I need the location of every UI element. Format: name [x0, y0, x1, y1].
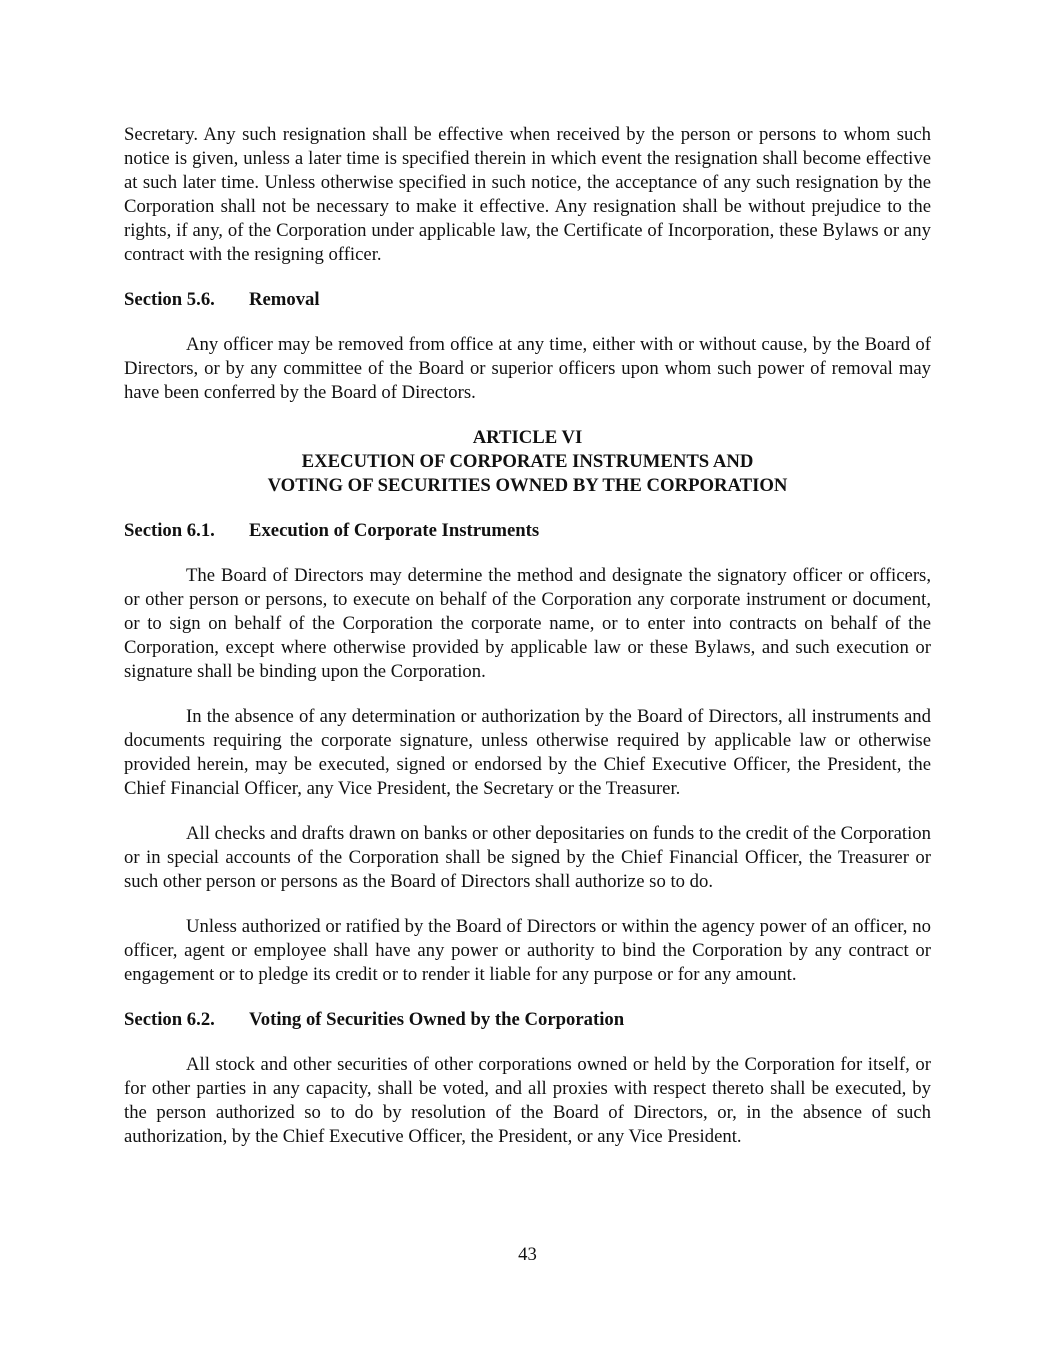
section-title: Removal: [249, 289, 320, 310]
document-page: [124, 123, 931, 1149]
section-6-1-paragraph: In the absence of any determination or authorization by the Board of Directors, all instruments and documents requiring the corporate signature, unless otherwise required by applicable law or otherwise provided herein, may be executed, signed or endorsed by the Chief Executive Officer, the President, the Chief Financial Officer, any Vice President, the Secretary or the Treasurer.: [124, 706, 931, 799]
section-6-1-paragraph: Unless authorized or ratified by the Board of Directors or within the agency power of an officer, no officer, agent or employee shall have any power or authority to bind the Corporation by any contract or engagement or to pledge its credit or to render it liable for any purpose or for any amount.: [124, 916, 931, 985]
section-6-2-paragraph: All stock and other securities of other corporations owned or held by the Corporation for itself, or for other parties in any capacity, shall be voted, and all proxies with respect thereto shall be executed, by the person authorized so to do by resolution of the Board of Directors, or, in the absence of such authorization, by the Chief Executive Officer, the President, or any Vice President.: [124, 1054, 931, 1147]
section-number: Section 5.6.: [124, 289, 215, 310]
article-title-line-2: VOTING OF SECURITIES OWNED BY THE CORPORATION: [267, 475, 788, 496]
article-title-line-1: EXECUTION OF CORPORATE INSTRUMENTS AND: [301, 451, 754, 472]
section-6-2-heading: [124, 1008, 931, 1032]
article-6-heading: [124, 426, 931, 498]
section-number: Section 6.1.: [124, 520, 215, 541]
section-6-1-paragraph: The Board of Directors may determine the method and designate the signatory officer or officers, or other person or persons, to execute on behalf of the Corporation any corporate instrument or document, or to sign on behalf of the Corporation the corporate name, or to enter into contracts on behalf of the Corporation, except where otherwise provided by applicable law or these Bylaws, and such execution or signature shall be binding upon the Corporation.: [124, 565, 931, 682]
article-number: ARTICLE VI: [472, 427, 583, 448]
opening-paragraph: Secretary. Any such resignation shall be effective when received by the person or persons to whom such notice is given, unless a later time is specified therein in which event the resignation shall become effective at such later time. Unless otherwise specified in such notice, the acceptance of any such resignation by the Corporation shall not be necessary to make it effective. Any resignation shall be without prejudice to the rights, if any, of the Corporation under applicable law, the Certificate of Incorporation, these Bylaws or any contract with the resigning officer.: [124, 124, 931, 265]
section-6-1-heading: [124, 519, 931, 543]
section-number: Section 6.2.: [124, 1009, 215, 1030]
page-number: 43: [518, 1244, 537, 1265]
section-title: Voting of Securities Owned by the Corporation: [249, 1009, 625, 1030]
section-5-6-heading: [124, 288, 931, 312]
section-title: Execution of Corporate Instruments: [249, 520, 540, 541]
section-5-6-paragraph: Any officer may be removed from office at any time, either with or without cause, by the Board of Directors, or by any committee of the Board or superior officers upon whom such power of removal may have been conferred by the Board of Directors.: [124, 334, 931, 403]
section-6-1-paragraph: All checks and drafts drawn on banks or other depositaries on funds to the credit of the Corporation or in special accounts of the Corporation shall be signed by the Chief Financial Officer, the Treasurer or such other person or persons as the Board of Directors shall authorize so to do.: [124, 823, 931, 892]
